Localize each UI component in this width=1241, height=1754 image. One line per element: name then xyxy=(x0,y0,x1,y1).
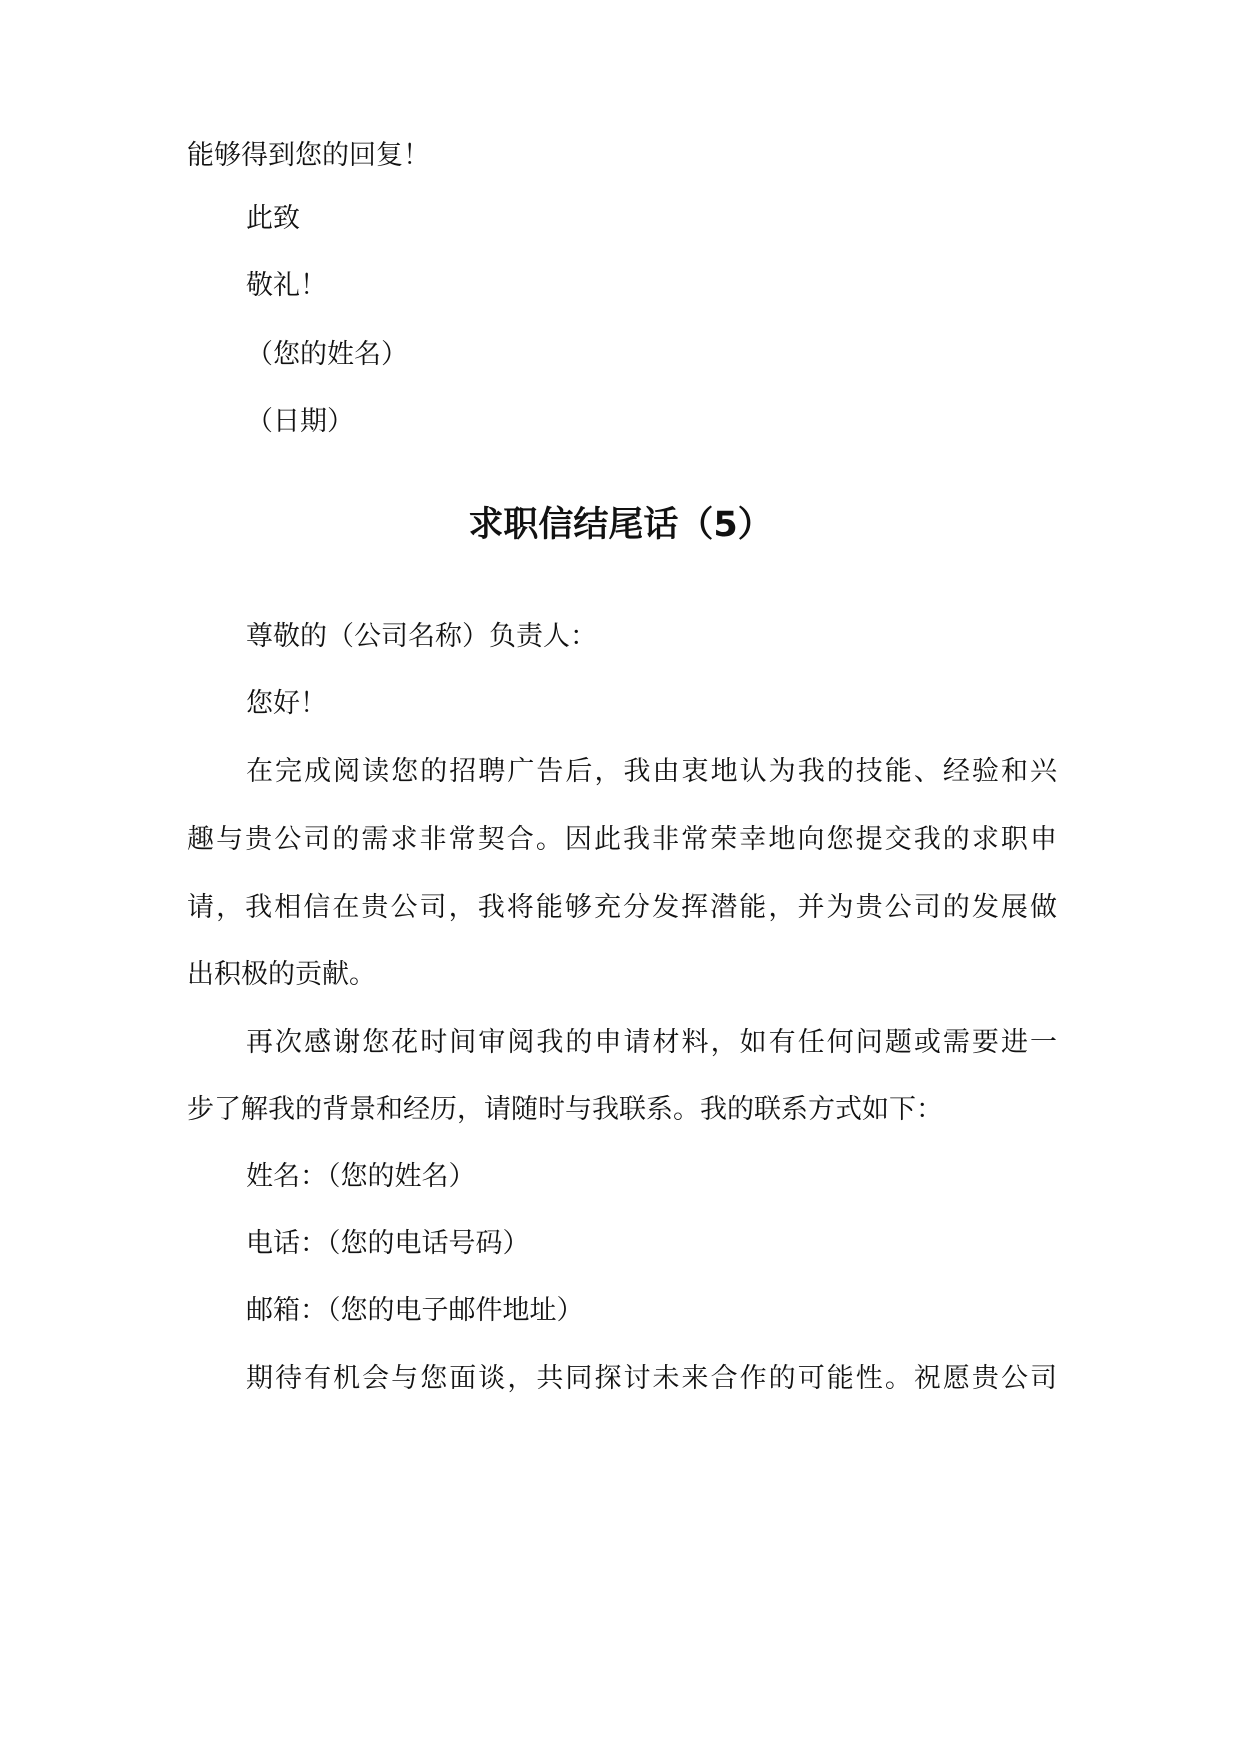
paragraph1-line-4: 出积极的贡献。 xyxy=(187,959,376,990)
contact-email-line: 邮箱：（您的电子邮件地址） xyxy=(246,1295,584,1326)
contact-name-line: 姓名：（您的姓名） xyxy=(246,1161,476,1192)
regards-line-2: 敬礼！ xyxy=(246,270,327,301)
paragraph1-line-1: 在完成阅读您的招聘广告后，我由衷地认为我的技能、经验和兴 xyxy=(246,756,1057,787)
contact-phone-line: 电话：（您的电话号码） xyxy=(246,1228,530,1259)
paragraph2-line-1: 再次感谢您花时间审阅我的申请材料，如有任何问题或需要进一 xyxy=(246,1027,1057,1058)
letter-salutation: 尊敬的（公司名称）负责人： xyxy=(246,621,597,652)
letter-greeting: 您好！ xyxy=(246,688,327,719)
regards-line-1: 此致 xyxy=(246,203,300,234)
paragraph1-line-2: 趣与贵公司的需求非常契合。因此我非常荣幸地向您提交我的求职申 xyxy=(187,824,1057,855)
closing-paragraph-line-1: 期待有机会与您面谈，共同探讨未来合作的可能性。祝愿贵公司 xyxy=(246,1363,1057,1394)
signature-name-placeholder: （您的姓名） xyxy=(246,339,408,370)
paragraph1-line-3: 请，我相信在贵公司，我将能够充分发挥潜能，并为贵公司的发展做 xyxy=(187,892,1057,923)
previous-letter-closing-line: 能够得到您的回复！ xyxy=(187,140,430,171)
section-title: 求职信结尾话（5） xyxy=(468,505,773,545)
signature-date-placeholder: （日期） xyxy=(246,406,354,437)
paragraph2-line-2: 步了解我的背景和经历，请随时与我联系。我的联系方式如下： xyxy=(187,1094,943,1125)
